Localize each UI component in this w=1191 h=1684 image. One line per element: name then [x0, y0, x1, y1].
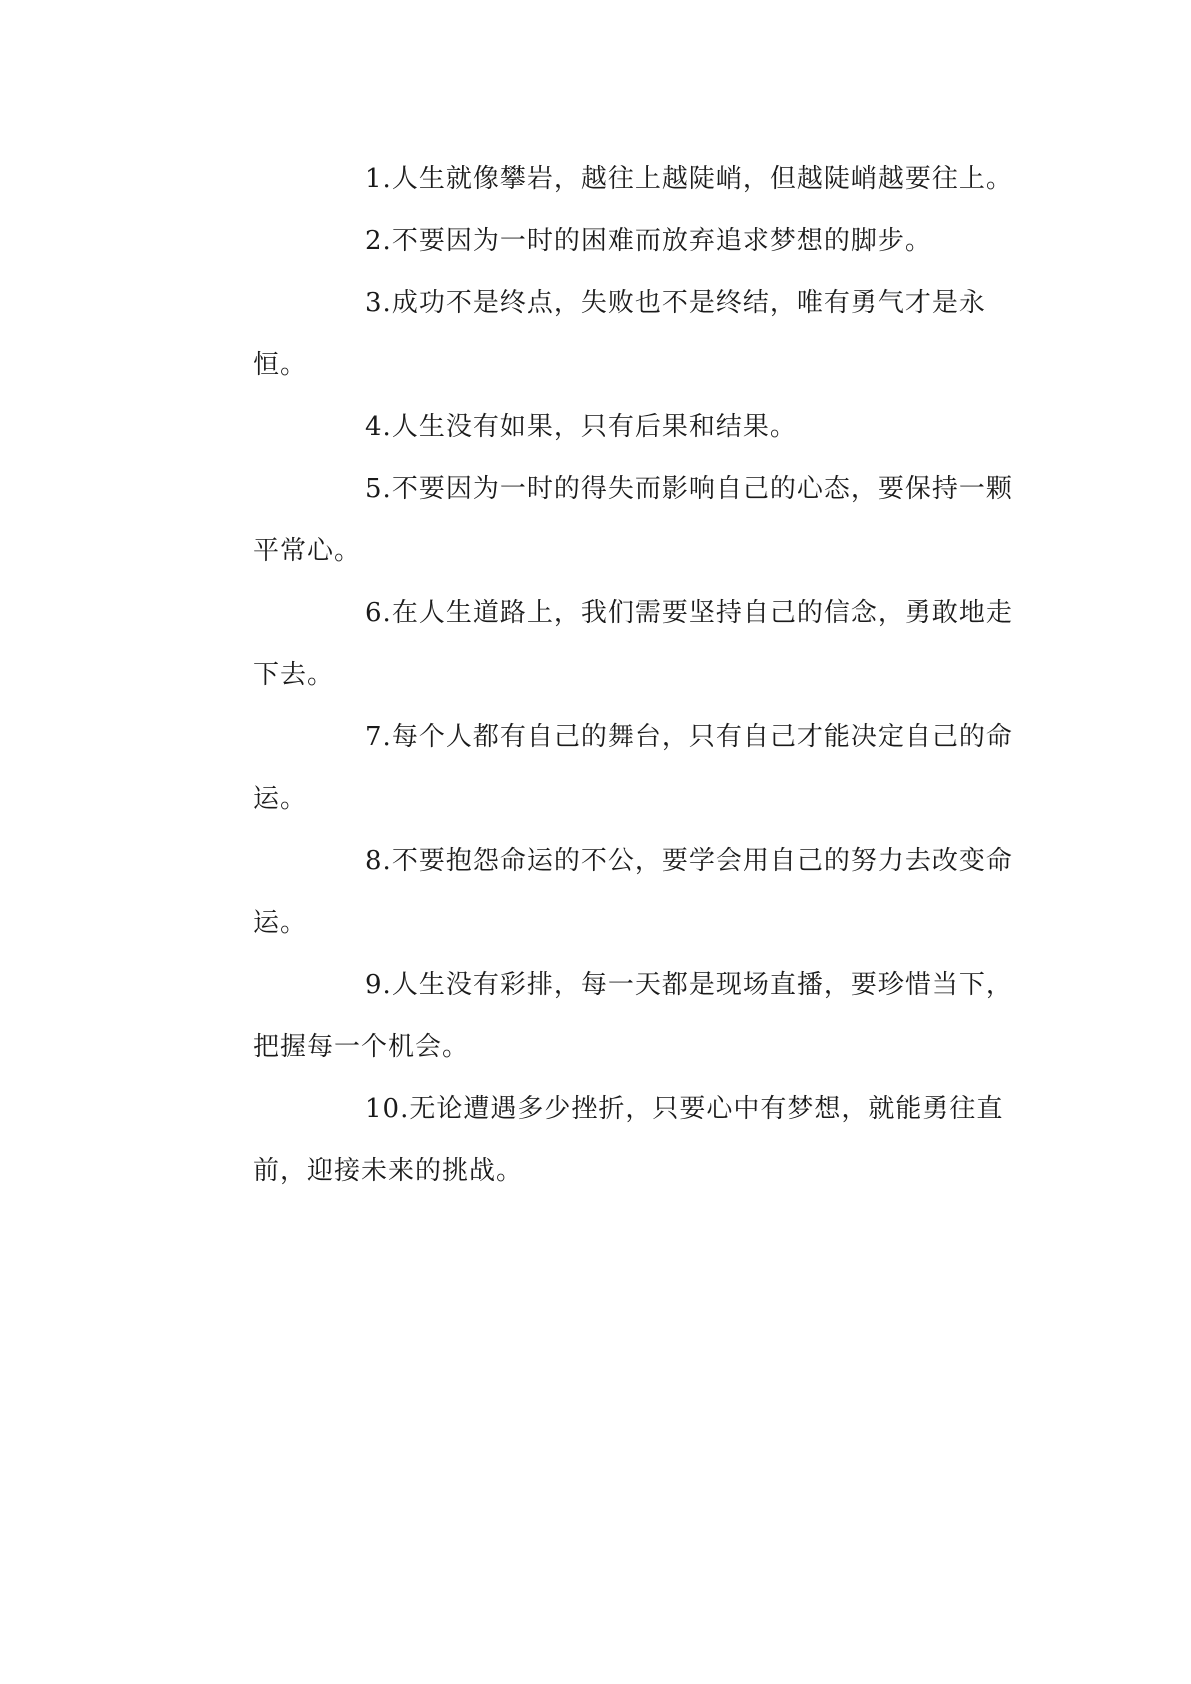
item-text: 每个人都有自己的舞台，只有自己才能决定自己的命运。: [253, 722, 1013, 814]
item-text: 人生没有彩排，每一天都是现场直播，要珍惜当下，把握每一个机会。: [253, 970, 1013, 1062]
item-text: 成功不是终点，失败也不是终结，唯有勇气才是永恒。: [253, 288, 986, 380]
list-item: [253, 396, 1017, 458]
item-text: 不要抱怨命运的不公，要学会用自己的努力去改变命运。: [253, 846, 1013, 938]
list-item: [253, 148, 1017, 210]
item-text: 人生没有如果，只有后果和结果。: [391, 412, 797, 442]
document-body: [253, 148, 1017, 1202]
list-item: [253, 458, 1017, 582]
item-number: 9.: [365, 970, 392, 1000]
item-number: 2.: [365, 226, 392, 256]
item-text: 在人生道路上，我们需要坚持自己的信念，勇敢地走下去。: [253, 598, 1013, 690]
item-text: 人生就像攀岩，越往上越陡峭，但越陡峭越要往上。: [391, 164, 1013, 194]
item-number: 10.: [365, 1094, 410, 1124]
list-item: [253, 1078, 1017, 1202]
list-item: [253, 582, 1017, 706]
item-number: 7.: [365, 722, 392, 752]
item-number: 5.: [365, 474, 392, 504]
list-item: [253, 272, 1017, 396]
list-item: [253, 954, 1017, 1078]
item-text: 不要因为一时的困难而放弃追求梦想的脚步。: [391, 226, 932, 256]
item-number: 8.: [365, 846, 392, 876]
item-text: 无论遭遇多少挫折，只要心中有梦想，就能勇往直前，迎接未来的挑战。: [253, 1094, 1004, 1186]
item-number: 4.: [365, 412, 392, 442]
list-item: [253, 210, 1017, 272]
item-number: 1.: [365, 164, 392, 194]
item-number: 6.: [365, 598, 392, 628]
list-item: [253, 706, 1017, 830]
item-number: 3.: [365, 288, 392, 318]
item-text: 不要因为一时的得失而影响自己的心态，要保持一颗平常心。: [253, 474, 1013, 566]
list-item: [253, 830, 1017, 954]
